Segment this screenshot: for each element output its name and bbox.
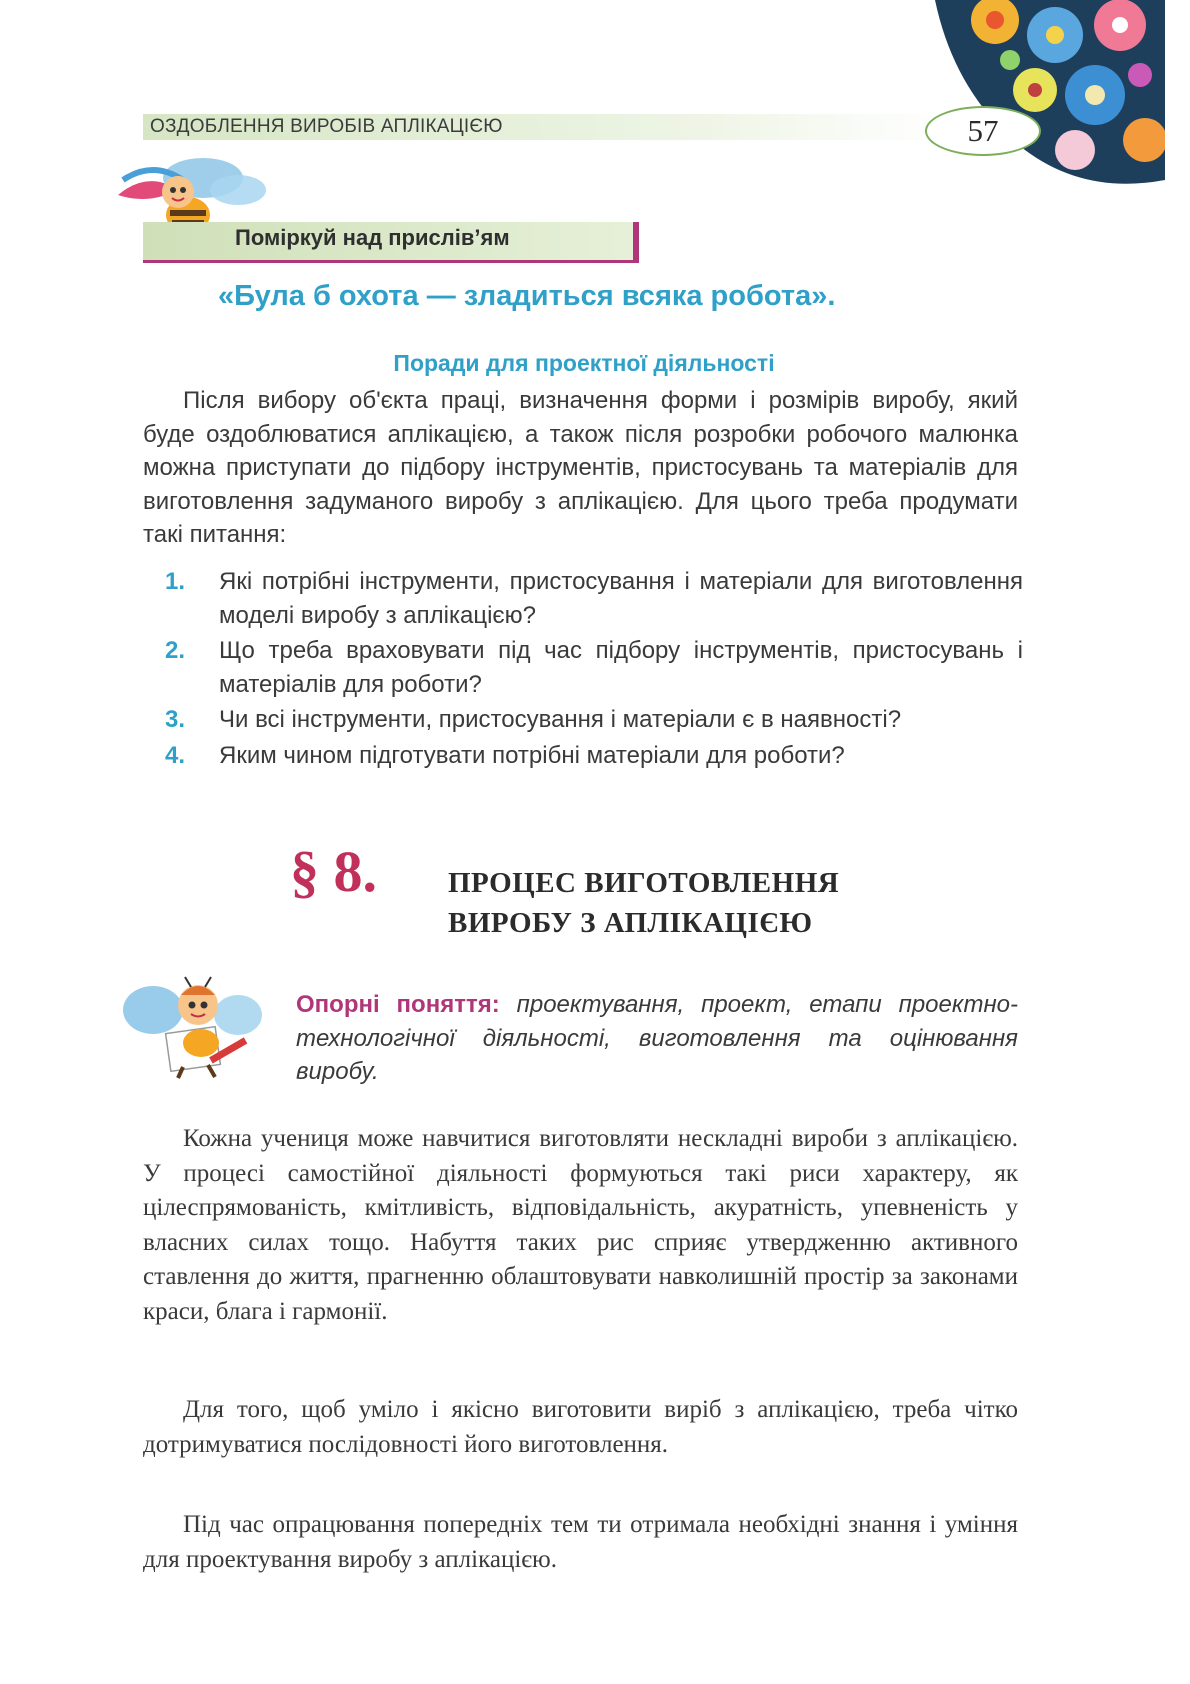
list-item-text: Яким чином підготувати потрібні матеріали для роботи? (219, 741, 845, 769)
list-item-text: Чи всі інструменти, пристосування і матеріали є в наявності? (219, 706, 902, 733)
key-concepts-text: проектування, проект, етапи проектно-технологічної діяльності, виготовлення та оцінювання виробу. (296, 991, 1018, 1085)
section-number: § 8. (290, 839, 377, 904)
body-paragraph: Кожна учениця може навчитися виготовляти нескладні вироби з аплікацією. У процесі самостійної діяльності формуються такі риси характеру, як цілеспрямованість, кмітливість, відповідальність, акуратність, упевненість у власних силах тощо. Набуття таких рис сприяє утвердженню активного ставлення до життя, прагненню облаштовувати навколишній простір за законами краси, блага і гармонії. (143, 1125, 1018, 1325)
bee-with-pencil-illustration (123, 975, 263, 1080)
section-title-line: ВИРОБУ З АПЛІКАЦІЄЮ (448, 907, 813, 939)
list-item (143, 634, 1023, 701)
advice-intro: Після вибору об'єкта праці, визначення форми і розмірів виробу, який буде оздоблюватися аплікацією, а також після розробки робочого малюнка можна приступати до підбору інструментів, пристосувань та матеріалів для виготовлення задуманого виробу з аплікацією. Для цього треба продумати такі питання: (143, 387, 1018, 548)
key-concepts (296, 988, 1018, 1089)
list-item-number: 4. (165, 741, 186, 769)
flowers-decoration (935, 0, 1165, 195)
proverb-text: «Була б охота — зладиться всяка робота». (218, 280, 836, 312)
section-title-line: ПРОЦЕС ВИГОТОВЛЕННЯ (448, 867, 840, 899)
key-concepts-label: Опорні поняття: (296, 991, 500, 1018)
list-item-text: Що треба враховувати під час підбору інструментів, пристосувань і матеріалів для роботи? (219, 637, 1023, 698)
list-item (143, 565, 1023, 632)
page-number: 57 (967, 113, 999, 148)
body-paragraph: Під час опрацювання попередніх тем ти отримала необхідні знання і уміння для проектування виробу з аплікацією. (143, 1511, 1018, 1573)
advice-title: Поради для проектної діяльності (393, 350, 775, 376)
advice-question-list (143, 565, 1023, 774)
list-item (143, 703, 1023, 737)
proverb-box-label: Поміркуй над прислів’ям (235, 225, 510, 250)
list-item-number: 2. (165, 637, 186, 664)
header-title: ОЗДОБЛЕННЯ ВИРОБІВ АПЛІКАЦІЄЮ (150, 116, 503, 137)
list-item-number: 3. (165, 706, 186, 733)
body-paragraph: Для того, щоб уміло і якісно виготовити виріб з аплікацією, треба чітко дотримуватися послідовності його виготовлення. (143, 1396, 1018, 1458)
list-item-number: 1. (165, 568, 186, 595)
list-item-text: Які потрібні інструменти, пристосування і матеріали для виготовлення моделі виробу з аплікацією? (219, 568, 1023, 629)
section-title (448, 863, 839, 943)
list-item (143, 739, 1023, 773)
